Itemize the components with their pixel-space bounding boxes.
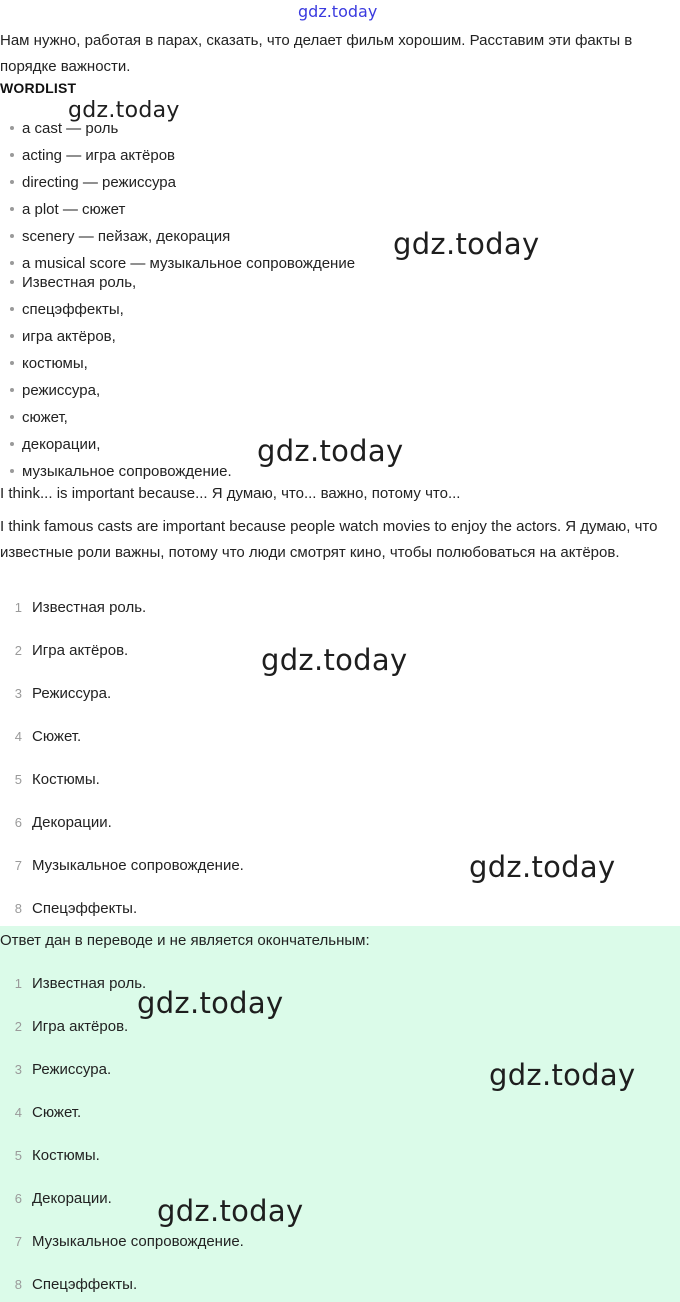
bullet-icon <box>10 207 14 211</box>
task-text: Нам нужно, работая в парах, сказать, что делает фильм хорошим. Расставим эти факты в порядке важности. <box>0 32 633 75</box>
watermark: gdz.today <box>393 227 540 261</box>
watermark: gdz.today <box>137 986 284 1020</box>
wordlist-item: a cast — роль <box>10 119 118 139</box>
bullet-icon <box>10 153 14 157</box>
answer-item: 8 Спецэффекты. <box>14 1276 138 1293</box>
phrase-text: I think... is important because... Я думаю, что... важно, потому что... <box>0 485 461 502</box>
fact-item: декорации, <box>10 435 100 455</box>
bullet-icon <box>10 307 14 311</box>
bullet-icon <box>10 442 14 446</box>
ranking-item: 3 Режиссура. <box>14 685 112 702</box>
fact-item: игра актёров, <box>10 327 116 347</box>
ranking-item: 6 Декорации. <box>14 814 112 831</box>
bullet-icon <box>10 180 14 184</box>
example-text: I think famous casts are important because people watch movies to enjoy the actors. Я думаю, что известные роли важны, потому что люди смотрят кино, чтобы полюбоваться на актёров. <box>0 518 658 561</box>
bullet-icon <box>10 469 14 473</box>
answer-item: 3 Режиссура. <box>14 1061 112 1078</box>
bullet-icon <box>10 334 14 338</box>
wordlist-heading: WORDLIST <box>0 80 77 96</box>
answer-item: 2 Игра актёров. <box>14 1018 129 1035</box>
wordlist-item: directing — режиссура <box>10 173 176 193</box>
wordlist-item: a musical score — музыкальное сопровождение <box>10 254 355 274</box>
answer-item: 7 Музыкальное сопровождение. <box>14 1233 244 1250</box>
watermark: gdz.today <box>261 643 408 677</box>
fact-item: режиссура, <box>10 381 100 401</box>
wordlist-item: scenery — пейзаж, декорация <box>10 227 230 247</box>
ranking-item: 1 Известная роль. <box>14 599 147 616</box>
ranking-item: 2 Игра актёров. <box>14 642 129 659</box>
answer-item: 6 Декорации. <box>14 1190 112 1207</box>
bullet-icon <box>10 261 14 265</box>
watermark: gdz.today <box>157 1194 304 1228</box>
watermark: gdz.today <box>257 434 404 468</box>
bullet-icon <box>10 280 14 284</box>
watermark: gdz.today <box>489 1058 636 1092</box>
ranking-item: 8 Спецэффекты. <box>14 900 138 917</box>
watermark-top: gdz.today <box>298 2 378 21</box>
bullet-icon <box>10 415 14 419</box>
answer-item: 1 Известная роль. <box>14 975 147 992</box>
fact-item: спецэффекты, <box>10 300 124 320</box>
wordlist-item: acting — игра актёров <box>10 146 175 166</box>
watermark: gdz.today <box>469 850 616 884</box>
answer-item: 4 Сюжет. <box>14 1104 82 1121</box>
fact-item: музыкальное сопровождение. <box>10 462 232 482</box>
ranking-item: 5 Костюмы. <box>14 771 100 788</box>
ranking-item: 7 Музыкальное сопровождение. <box>14 857 244 874</box>
ranking-item: 4 Сюжет. <box>14 728 82 745</box>
fact-item: Известная роль, <box>10 273 136 293</box>
watermark: gdz.today <box>68 98 180 123</box>
bullet-icon <box>10 361 14 365</box>
bullet-icon <box>10 234 14 238</box>
answer-item: 5 Костюмы. <box>14 1147 100 1164</box>
bullet-icon <box>10 388 14 392</box>
bullet-icon <box>10 126 14 130</box>
answer-note: Ответ дан в переводе и не является окончательным: <box>0 932 370 949</box>
fact-item: костюмы, <box>10 354 88 374</box>
wordlist-item: a plot — сюжет <box>10 200 125 220</box>
fact-item: сюжет, <box>10 408 68 428</box>
